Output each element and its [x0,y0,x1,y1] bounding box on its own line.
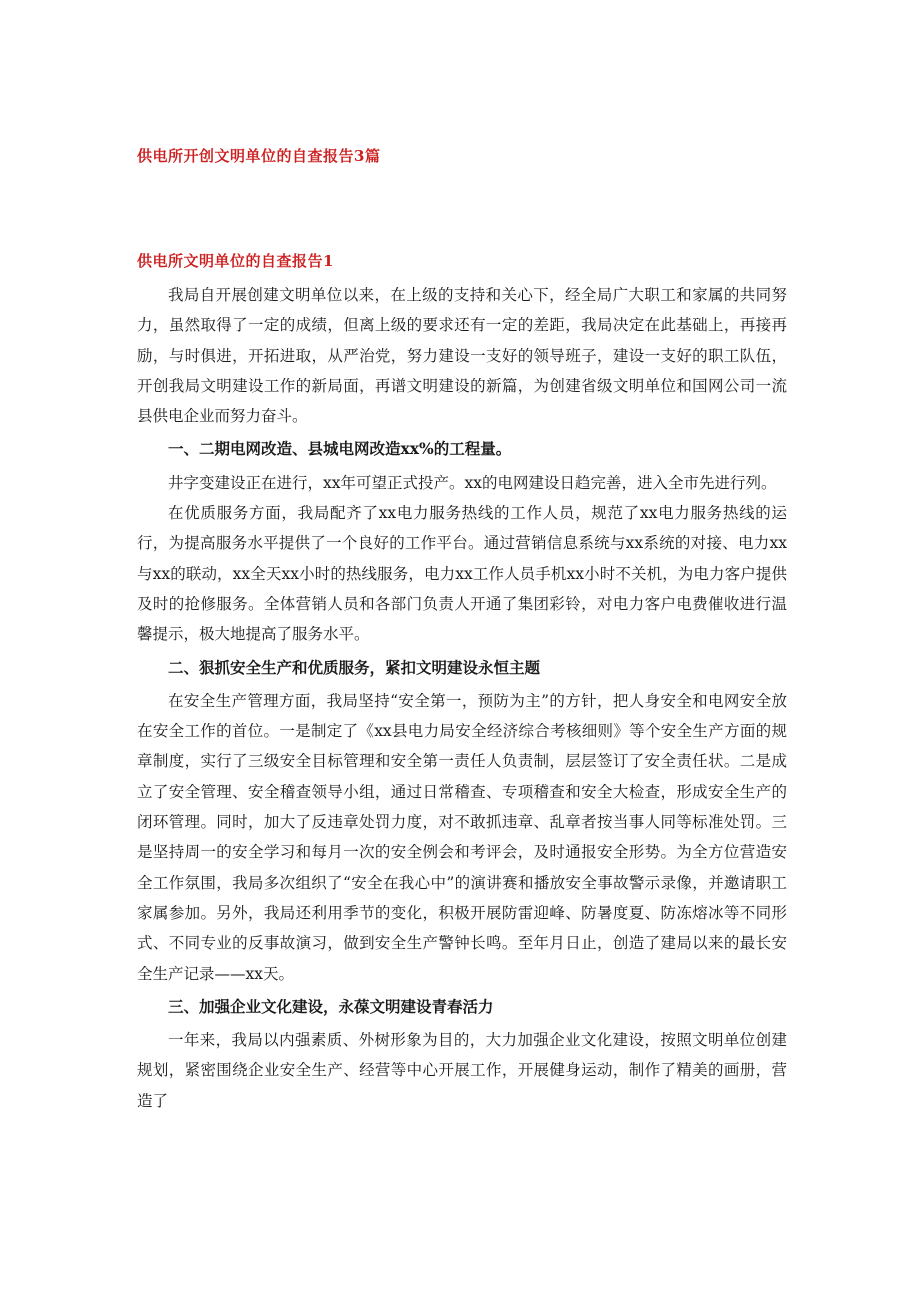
paragraph: 井字变建设正在进行，xx年可望正式投产。xx的电网建设日趋完善，进入全市先进行列。 [168,473,777,492]
paragraph: 一年来，我局以内强素质、外树形象为目的，大力加强企业文化建设，按照文明单位创建规划，紧密围绕企业安全生产、经营等中心开展工作，开展健身运动，制作了精美的画册，营造了 [137,1031,787,1110]
document-title: 供电所开创文明单位的自查报告3篇 [137,147,381,165]
document-body [137,280,787,1116]
section-heading: 三、加强企业文化建设，永葆文明建设青春活力 [168,996,494,1016]
section-heading: 二、狠抓安全生产和优质服务，紧扣文明建设永恒主题 [168,657,541,677]
paragraph: 在安全生产管理方面，我局坚持“安全第一，预防为主”的方针，把人身安全和电网安全放在安全工作的首位。一是制定了《xx县电力局安全经济综合考核细则》等个安全生产方面的规章制度，实行了三级安全目标管理和安全第一责任人负责制，层层签订了安全责任状。二是成立了安全管理、安全稽查领导小组，通过日常稽查、专项稽查和安全大检查，形成安全生产的闭环管理。同时，加大了反违章处罚力度，对不敢抓违章、乱章者按当事人同等标准处罚。三是坚持周一的安全学习和每月一次的安全例会和考评会，及时通报安全形势。为全方位营造安全工作氛围，我局多次组织了“安全在我心中”的演讲赛和播放安全事故警示录像，并邀请职工家属参加。另外，我局还利用季节的变化，积极开展防雷迎峰、防暑度夏、防冻熔冰等不同形式、不同专业的反事故演习，做到安全生产警钟长鸣。至年月日止，创造了建局以来的最长安全生产记录——xx天。 [137,691,787,983]
paragraph: 我局自开展创建文明单位以来，在上级的支持和关心下，经全局广大职工和家属的共同努力，虽然取得了一定的成绩，但离上级的要求还有一定的差距，我局决定在此基础上，再接再励，与时俱进，开拓进取，从严治党，努力建设一支好的领导班子，建设一支好的职工队伍，开创我局文明建设工作的新局面，再谱文明建设的新篇，为创建省级文明单位和国网公司一流县供电企业而努力奋斗。 [137,286,787,426]
section-heading: 一、二期电网改造、县城电网改造xx%的工程量。 [168,439,512,459]
paragraph: 在优质服务方面，我局配齐了xx电力服务热线的工作人员，规范了xx电力服务热线的运行，为提高服务水平提供了一个良好的工作平台。通过营销信息系统与xx系统的对接、电力xx与xx的联动，xx全天xx小时的热线服务，电力xx工作人员手机xx小时不关机，为电力客户提供及时的抢修服务。全体营销人员和各部门负责人开通了集团彩铃，对电力客户电费催收进行温馨提示，极大地提高了服务水平。 [137,504,787,644]
section-title: 供电所文明单位的自查报告1 [137,252,334,270]
